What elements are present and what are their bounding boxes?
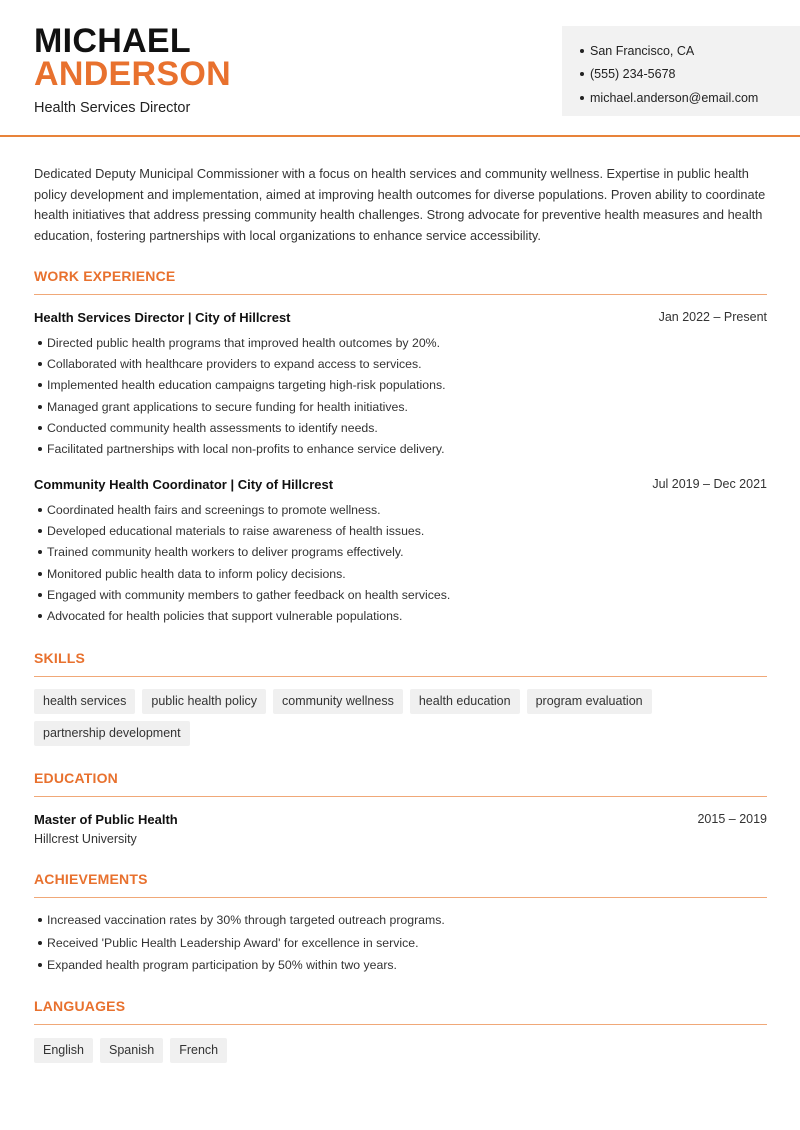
bullet-text: Facilitated partnerships with local non-profits to enhance service delivery. xyxy=(47,442,445,457)
school-name: Hillcrest University xyxy=(34,832,137,846)
job-bullets-1 xyxy=(38,332,758,460)
bullet-icon xyxy=(38,426,42,430)
degree-title: Master of Public Health xyxy=(34,812,178,827)
contact-box xyxy=(562,26,800,116)
language-tag: French xyxy=(170,1038,227,1063)
section-divider xyxy=(34,1024,767,1025)
email-link[interactable]: michael.anderson@email.com xyxy=(590,90,759,105)
bullet-text: Monitored public health data to inform policy decisions. xyxy=(47,566,346,581)
bullet-text: Advocated for health policies that support vulnerable populations. xyxy=(47,609,403,624)
section-divider xyxy=(34,897,767,898)
section-title-languages: LANGUAGES xyxy=(34,998,126,1014)
phone-text: (555) 234-5678 xyxy=(590,67,676,82)
section-title-skills: SKILLS xyxy=(34,650,85,666)
bullet-text: Trained community health workers to deliver programs effectively. xyxy=(47,545,404,560)
list-item xyxy=(38,909,758,932)
languages-list xyxy=(34,1038,769,1070)
section-divider xyxy=(34,676,767,677)
bullet-text: Managed grant applications to secure funding for health initiatives. xyxy=(47,399,408,414)
list-item xyxy=(38,499,758,520)
section-title-achievements: ACHIEVEMENTS xyxy=(34,871,148,887)
bullet-text: Engaged with community members to gather feedback on health services. xyxy=(47,587,451,602)
bullet-text: Expanded health program participation by 50% within two years. xyxy=(47,958,397,973)
bullet-text: Increased vaccination rates by 30% through targeted outreach programs. xyxy=(47,913,445,928)
skill-tag: health services xyxy=(34,689,135,714)
section-divider xyxy=(34,294,767,295)
last-name: ANDERSON xyxy=(34,55,231,93)
location-text: San Francisco, CA xyxy=(590,43,695,58)
list-item xyxy=(38,542,758,563)
skill-tag: community wellness xyxy=(273,689,403,714)
bullet-icon xyxy=(38,614,42,618)
resume-header xyxy=(0,0,800,137)
language-tag: English xyxy=(34,1038,93,1063)
bullet-icon xyxy=(38,341,42,345)
skill-tag: health education xyxy=(410,689,520,714)
list-item xyxy=(38,563,758,584)
bullet-icon xyxy=(580,49,584,53)
bullet-icon xyxy=(38,529,42,533)
bullet-icon xyxy=(38,572,42,576)
job-title: Health Services Director xyxy=(34,100,191,116)
skills-list xyxy=(34,689,769,753)
contact-location xyxy=(580,39,800,63)
bullet-icon xyxy=(38,593,42,597)
list-item xyxy=(38,438,758,459)
list-item xyxy=(38,396,758,417)
list-item xyxy=(38,520,758,541)
bullet-icon xyxy=(38,383,42,387)
bullet-text: Conducted community health assessments to identify needs. xyxy=(47,420,378,435)
skill-tag: program evaluation xyxy=(527,689,652,714)
list-item xyxy=(38,932,758,955)
job-title-2: Community Health Coordinator | City of Hillcrest xyxy=(34,477,334,492)
list-item xyxy=(38,417,758,438)
first-name: MICHAEL xyxy=(34,22,191,60)
job-dates-1: Jan 2022 – Present xyxy=(658,310,767,324)
job-title-1: Health Services Director | City of Hillcrest xyxy=(34,310,291,325)
skill-tag: partnership development xyxy=(34,721,190,746)
bullet-text: Developed educational materials to raise awareness of health issues. xyxy=(47,523,425,538)
list-item xyxy=(38,332,758,353)
skill-tag: public health policy xyxy=(142,689,266,714)
bullet-icon xyxy=(38,550,42,554)
section-title-education: EDUCATION xyxy=(34,770,118,786)
bullet-text: Coordinated health fairs and screenings to promote wellness. xyxy=(47,502,381,517)
bullet-text: Received 'Public Health Leadership Award' for excellence in service. xyxy=(47,935,419,950)
bullet-text: Collaborated with healthcare providers to expand access to services. xyxy=(47,356,422,371)
bullet-icon xyxy=(38,941,42,945)
bullet-icon xyxy=(38,405,42,409)
achievements-list xyxy=(38,909,758,977)
list-item xyxy=(38,954,758,977)
list-item xyxy=(38,584,758,605)
bullet-text: Implemented health education campaigns targeting high-risk populations. xyxy=(47,378,446,393)
section-divider xyxy=(34,796,767,797)
contact-email[interactable] xyxy=(580,86,800,110)
job-dates-2: Jul 2019 – Dec 2021 xyxy=(652,477,767,491)
list-item xyxy=(38,353,758,374)
bullet-icon xyxy=(580,72,584,76)
education-dates: 2015 – 2019 xyxy=(697,812,767,826)
list-item xyxy=(38,375,758,396)
bullet-icon xyxy=(38,508,42,512)
bullet-text: Directed public health programs that improved health outcomes by 20%. xyxy=(47,335,441,350)
bullet-icon xyxy=(38,447,42,451)
bullet-icon xyxy=(580,96,584,100)
contact-phone xyxy=(580,63,800,87)
bullet-icon xyxy=(38,362,42,366)
list-item xyxy=(38,605,758,626)
job-bullets-2 xyxy=(38,499,758,627)
bullet-icon xyxy=(38,963,42,967)
summary-paragraph: Dedicated Deputy Municipal Commissioner with a focus on health services and community wellness. Expertise in public health policy development and implementation, aimed at improving health outcomes for diverse populations. Proven ability to coordinate health initiatives that address pressing community health challenges. Strong advocate for preventive health measures and health education, fostering partnerships with local organizations to enhance service accessibility. xyxy=(34,166,766,243)
bullet-icon xyxy=(38,918,42,922)
section-title-work: WORK EXPERIENCE xyxy=(34,268,176,284)
language-tag: Spanish xyxy=(100,1038,163,1063)
